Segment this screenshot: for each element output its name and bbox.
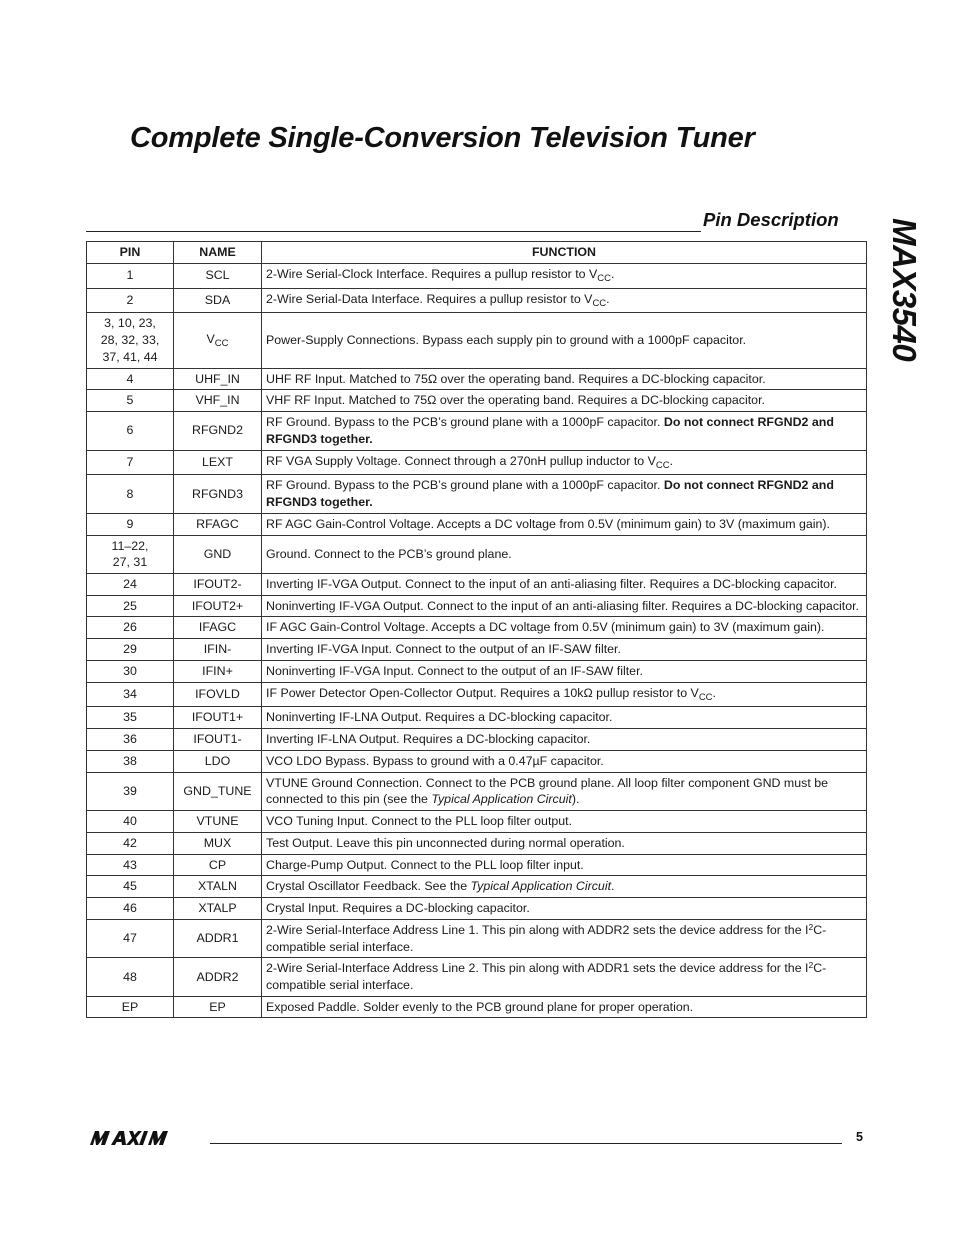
function-cell: Noninverting IF-VGA Output. Connect to the input of an anti-aliasing filter. Requires a DC-blocking capacitor. <box>262 595 867 617</box>
pin-cell: 3, 10, 23, 28, 32, 33, 37, 41, 44 <box>87 313 174 368</box>
column-header-name: NAME <box>174 242 262 264</box>
function-cell: Test Output. Leave this pin unconnected during normal operation. <box>262 832 867 854</box>
function-cell: 2-Wire Serial-Clock Interface. Requires a pullup resistor to $V_{CC}$. <box>262 263 867 288</box>
name-cell: MUX <box>174 832 262 854</box>
name-cell: IFOVLD <box>174 682 262 707</box>
name-cell: IFOUT2+ <box>174 595 262 617</box>
pin-cell: 24 <box>87 573 174 595</box>
name-cell: XTALN <box>174 876 262 898</box>
name-cell: GND_TUNE <box>174 772 262 810</box>
name-cell: SDA <box>174 288 262 313</box>
function-cell: VTUNE Ground Connection. Connect to the PCB ground plane. All loop filter component GND must be connected to this pin (see the Typical Application Circuit). <box>262 772 867 810</box>
part-number-label: MAX3540 <box>886 218 923 362</box>
pin-cell: 7 <box>87 450 174 475</box>
function-cell: Noninverting IF-LNA Output. Requires a DC-blocking capacitor. <box>262 707 867 729</box>
function-cell: Inverting IF-VGA Input. Connect to the output of an IF-SAW filter. <box>262 639 867 661</box>
table-header-row <box>87 242 867 264</box>
table-row <box>87 729 867 751</box>
function-cell: VHF RF Input. Matched to 75Ω over the operating band. Requires a DC-blocking capacitor. <box>262 390 867 412</box>
name-cell: UHF_IN <box>174 368 262 390</box>
name-cell: VTUNE <box>174 811 262 833</box>
section-rule <box>86 231 701 232</box>
function-cell: RF Ground. Bypass to the PCB’s ground plane with a 1000pF capacitor. Do not connect RFGND2 and RFGND3 together. <box>262 412 867 450</box>
name-cell: ADDR1 <box>174 919 262 957</box>
column-header-pin: PIN <box>87 242 174 264</box>
page-number: 5 <box>856 1130 863 1144</box>
table-row <box>87 682 867 707</box>
pin-cell: 39 <box>87 772 174 810</box>
function-cell: Exposed Paddle. Solder evenly to the PCB ground plane for proper operation. <box>262 996 867 1018</box>
function-cell: VCO Tuning Input. Connect to the PLL loop filter output. <box>262 811 867 833</box>
pin-cell: 1 <box>87 263 174 288</box>
function-cell: Crystal Oscillator Feedback. See the Typical Application Circuit. <box>262 876 867 898</box>
name-cell: CP <box>174 854 262 876</box>
name-cell: XTALP <box>174 898 262 920</box>
pin-cell: EP <box>87 996 174 1018</box>
pin-cell: 43 <box>87 854 174 876</box>
pin-cell: 2 <box>87 288 174 313</box>
name-cell: IFIN+ <box>174 660 262 682</box>
name-cell: IFOUT1+ <box>174 707 262 729</box>
function-cell: VCO LDO Bypass. Bypass to ground with a 0.47µF capacitor. <box>262 750 867 772</box>
side-part-number <box>873 218 933 378</box>
table-row <box>87 811 867 833</box>
pin-cell: 5 <box>87 390 174 412</box>
table-row <box>87 832 867 854</box>
table-row <box>87 368 867 390</box>
name-cell: GND <box>174 535 262 573</box>
pin-cell: 40 <box>87 811 174 833</box>
function-cell: Charge-Pump Output. Connect to the PLL loop filter input. <box>262 854 867 876</box>
pin-cell: 35 <box>87 707 174 729</box>
function-cell: Noninverting IF-VGA Input. Connect to the output of an IF-SAW filter. <box>262 660 867 682</box>
document-title: Complete Single-Conversion Television Tuner <box>130 122 755 154</box>
pin-description-table <box>86 241 867 1018</box>
function-cell: IF AGC Gain-Control Voltage. Accepts a DC voltage from 0.5V (minimum gain) to 3V (maximum gain). <box>262 617 867 639</box>
function-cell: 2-Wire Serial-Interface Address Line 1. This pin along with ADDR2 sets the device address for the $I^2C$-compatible serial interface. <box>262 919 867 957</box>
pin-cell: 4 <box>87 368 174 390</box>
table-row <box>87 876 867 898</box>
pin-cell: 25 <box>87 595 174 617</box>
function-cell: IF Power Detector Open-Collector Output. Requires a 10kΩ pullup resistor to $V_{CC}$. <box>262 682 867 707</box>
name-cell: LDO <box>174 750 262 772</box>
table-body <box>87 263 867 1018</box>
function-cell: UHF RF Input. Matched to 75Ω over the operating band. Requires a DC-blocking capacitor. <box>262 368 867 390</box>
name-cell: SCL <box>174 263 262 288</box>
pin-cell: 34 <box>87 682 174 707</box>
function-cell: RF Ground. Bypass to the PCB’s ground plane with a 1000pF capacitor. Do not connect RFGND2 and RFGND3 together. <box>262 475 867 513</box>
function-cell: Ground. Connect to the PCB’s ground plane. <box>262 535 867 573</box>
table-row <box>87 390 867 412</box>
section-title: Pin Description <box>703 209 839 230</box>
table-row <box>87 919 867 957</box>
name-cell: IFOUT2- <box>174 573 262 595</box>
pin-cell: 11–22, 27, 31 <box>87 535 174 573</box>
table-row <box>87 750 867 772</box>
pin-cell: 6 <box>87 412 174 450</box>
table-row <box>87 513 867 535</box>
function-cell: 2-Wire Serial-Data Interface. Requires a pullup resistor to $V_{CC}$. <box>262 288 867 313</box>
function-cell: Power-Supply Connections. Bypass each supply pin to ground with a 1000pF capacitor. <box>262 313 867 368</box>
table-row <box>87 707 867 729</box>
maxim-logo <box>86 1127 198 1149</box>
name-cell: IFOUT1- <box>174 729 262 751</box>
function-cell: Inverting IF-VGA Output. Connect to the input of an anti-aliasing filter. Requires a DC-blocking capacitor. <box>262 573 867 595</box>
table-row <box>87 475 867 513</box>
pin-cell: 47 <box>87 919 174 957</box>
column-header-function: FUNCTION <box>262 242 867 264</box>
table-row <box>87 573 867 595</box>
table-row <box>87 898 867 920</box>
pin-cell: 30 <box>87 660 174 682</box>
pin-cell: 29 <box>87 639 174 661</box>
name-cell: VHF_IN <box>174 390 262 412</box>
pin-cell: 48 <box>87 958 174 996</box>
table-row <box>87 854 867 876</box>
table-row <box>87 958 867 996</box>
name-cell: IFIN- <box>174 639 262 661</box>
table-row <box>87 288 867 313</box>
table-row <box>87 617 867 639</box>
pin-cell: 46 <box>87 898 174 920</box>
name-cell: ADDR2 <box>174 958 262 996</box>
table-row <box>87 996 867 1018</box>
name-cell: RFGND3 <box>174 475 262 513</box>
name-cell: EP <box>174 996 262 1018</box>
name-cell: IFAGC <box>174 617 262 639</box>
table-row <box>87 263 867 288</box>
maxim-logo-mark <box>86 1127 198 1149</box>
name-cell: LEXT <box>174 450 262 475</box>
pin-cell: 9 <box>87 513 174 535</box>
pin-cell: 8 <box>87 475 174 513</box>
pin-cell: 36 <box>87 729 174 751</box>
function-cell: Inverting IF-LNA Output. Requires a DC-blocking capacitor. <box>262 729 867 751</box>
function-cell: RF VGA Supply Voltage. Connect through a 270nH pullup inductor to $V_{CC}$. <box>262 450 867 475</box>
table-row <box>87 535 867 573</box>
table-row <box>87 595 867 617</box>
table-row <box>87 313 867 368</box>
function-cell: RF AGC Gain-Control Voltage. Accepts a DC voltage from 0.5V (minimum gain) to 3V (maximum gain). <box>262 513 867 535</box>
table-row <box>87 772 867 810</box>
table-row <box>87 412 867 450</box>
function-cell: Crystal Input. Requires a DC-blocking capacitor. <box>262 898 867 920</box>
pin-cell: 45 <box>87 876 174 898</box>
pin-cell: 42 <box>87 832 174 854</box>
name-cell: $V_{CC}$ <box>174 313 262 368</box>
name-cell: RFAGC <box>174 513 262 535</box>
footer-rule <box>210 1143 842 1144</box>
function-cell: 2-Wire Serial-Interface Address Line 2. This pin along with ADDR1 sets the device address for the $I^2C$-compatible serial interface. <box>262 958 867 996</box>
table-row <box>87 639 867 661</box>
pin-cell: 26 <box>87 617 174 639</box>
table-row <box>87 660 867 682</box>
table-row <box>87 450 867 475</box>
name-cell: RFGND2 <box>174 412 262 450</box>
pin-cell: 38 <box>87 750 174 772</box>
